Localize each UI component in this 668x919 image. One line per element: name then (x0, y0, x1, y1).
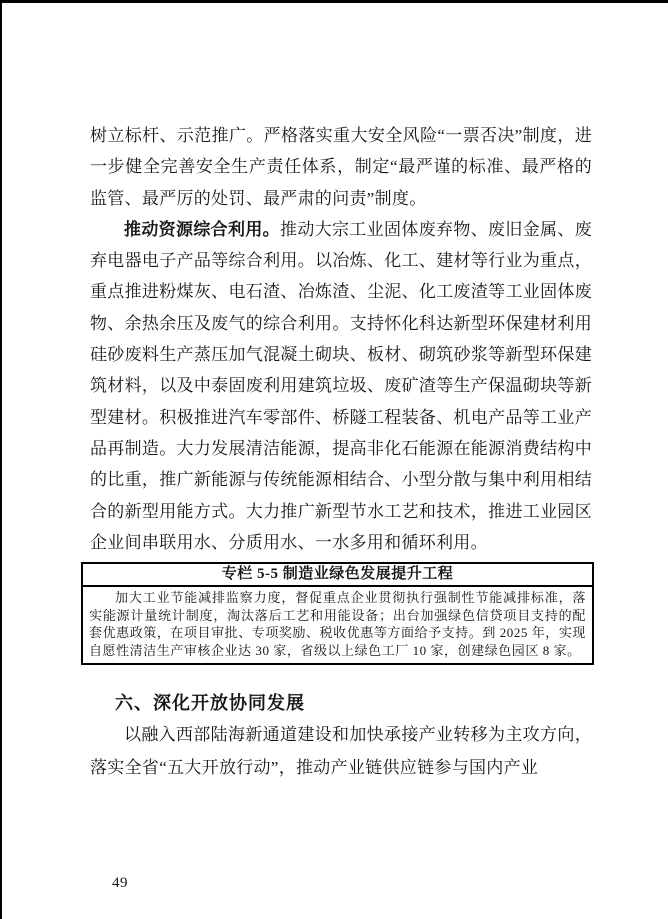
section-heading: 六、深化开放协同发展 (115, 692, 305, 713)
paragraph-resource-utilization (90, 214, 592, 558)
callout-box (81, 562, 594, 664)
paragraph-open-development: 以融入西部陆海新通道建设和加快承接产业转移为主攻方向，落实全省“五大开放行动”，推动产业链供应链参与国内产业 (90, 724, 592, 777)
paragraph-lead-bold: 推动资源综合利用。 (124, 219, 281, 239)
paragraph-body-text: 推动大宗工业固体废弃物、废旧金属、废弃电器电子产品等综合利用。以冶炼、化工、建材等行业为重点，重点推进粉煤灰、电石渣、冶炼渣、尘泥、化工废渣等工业固体废物、余热余压及废气的综合利用。支持怀化科达新型环保建材利用硅砂废料生产蒸压加气混凝土砌块、板材、砌筑砂浆等新型环保建筑材料，以及中泰固废利用建筑垃圾、废矿渣等生产保温砌块等新型建材。积极推进汽车零部件、桥隧工程装备、机电产品等工业产品再制造。大力发展清洁能源，提高非化石能源在能源消费结构中的比重，推广新能源与传统能源相结合、小型分散与集中利用相结合的新型用能方式。大力推广新型节水工艺和技术，推进工业园区企业间串联用水、分质用水、一水多用和循环利用。 (90, 219, 592, 552)
paragraph-safety-continued: 树立标杆、示范推广。严格落实重大安全风险“一票否决”制度，进一步健全完善安全生产责任体系，制定“最严谨的标准、最严格的监管、最严厉的处罚、最严肃的问责”制度。 (90, 126, 592, 208)
page-number: 49 (112, 875, 128, 891)
callout-box-title: 专栏 5-5 制造业绿色发展提升工程 (83, 564, 592, 587)
callout-box-body: 加大工业节能减排监察力度，督促重点企业贯彻执行强制性节能减排标准，落实能源计量统计制度，淘汰落后工艺和用能设备；出台加强绿色信贷项目支持的配套优惠政策，在项目审批、专项奖励、税收优惠等方面给予支持。到 2025 年，实现自愿性清洁生产审核企业达 30 家，省级以上绿色工厂 10 家，创建绿色园区 8 家。 (89, 590, 586, 658)
page-content (90, 120, 592, 784)
